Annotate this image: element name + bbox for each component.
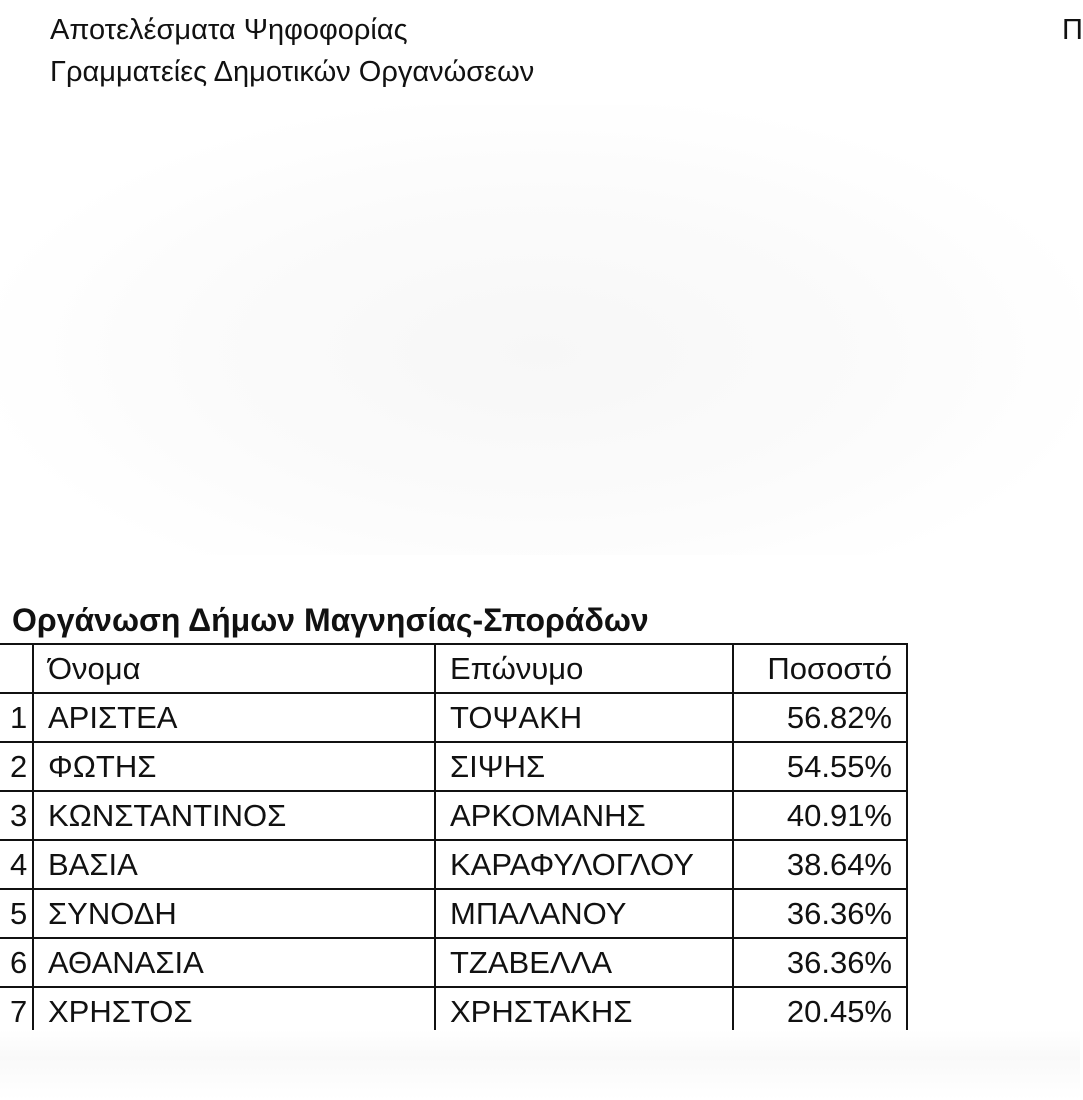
table-row (0, 742, 907, 791)
first-name-cell: ΦΩΤΗΣ (33, 742, 435, 791)
section-title: Οργάνωση Δήμων Μαγνησίας-Σποράδων (12, 602, 649, 638)
last-name-cell: ΤΟΨΑΚΗ (435, 693, 733, 742)
table-row (0, 938, 907, 987)
percentage-cell: 20.45% (733, 987, 907, 1036)
table-row (0, 987, 907, 1036)
first-name-cell: ΣΥΝΟΔΗ (33, 889, 435, 938)
header-first-name: Όνομα (33, 644, 435, 693)
first-name-cell: ΚΩΝΣΤΑΝΤΙΝΟΣ (33, 791, 435, 840)
document-subtitle: Γραμματείες Δημοτικών Οργανώσεων (50, 56, 535, 88)
first-name-cell: ΑΡΙΣΤΕΑ (33, 693, 435, 742)
row-index: 6 (0, 938, 33, 987)
row-index: 7 (0, 987, 33, 1036)
header-index (0, 644, 33, 693)
table-row (0, 791, 907, 840)
row-index: 1 (0, 693, 33, 742)
first-name-cell: ΧΡΗΣΤΟΣ (33, 987, 435, 1036)
percentage-cell: 54.55% (733, 742, 907, 791)
last-name-cell: ΑΡΚΟΜΑΝΗΣ (435, 791, 733, 840)
row-index: 2 (0, 742, 33, 791)
table-row (0, 840, 907, 889)
last-name-cell: ΧΡΗΣΤΑΚΗΣ (435, 987, 733, 1036)
redacted-area (0, 105, 1080, 555)
row-index: 5 (0, 889, 33, 938)
table-row (0, 693, 907, 742)
table-header-row (0, 644, 907, 693)
results-table (0, 643, 908, 1037)
percentage-cell: 36.36% (733, 889, 907, 938)
cropped-edge-text: Π (1062, 14, 1083, 46)
header-last-name: Επώνυμο (435, 644, 733, 693)
last-name-cell: ΜΠΑΛΑΝΟΥ (435, 889, 733, 938)
percentage-cell: 40.91% (733, 791, 907, 840)
percentage-cell: 56.82% (733, 693, 907, 742)
last-name-cell: ΣΙΨΗΣ (435, 742, 733, 791)
row-index: 3 (0, 791, 33, 840)
redacted-bottom-area (0, 1030, 1080, 1100)
table-row (0, 889, 907, 938)
last-name-cell: ΚΑΡΑΦΥΛΟΓΛΟΥ (435, 840, 733, 889)
percentage-cell: 38.64% (733, 840, 907, 889)
percentage-cell: 36.36% (733, 938, 907, 987)
last-name-cell: ΤΖΑΒΕΛΛΑ (435, 938, 733, 987)
first-name-cell: ΑΘΑΝΑΣΙΑ (33, 938, 435, 987)
header-percentage: Ποσοστό (733, 644, 907, 693)
document-title: Αποτελέσματα Ψηφοφορίας (50, 14, 408, 46)
row-index: 4 (0, 840, 33, 889)
first-name-cell: ΒΑΣΙΑ (33, 840, 435, 889)
